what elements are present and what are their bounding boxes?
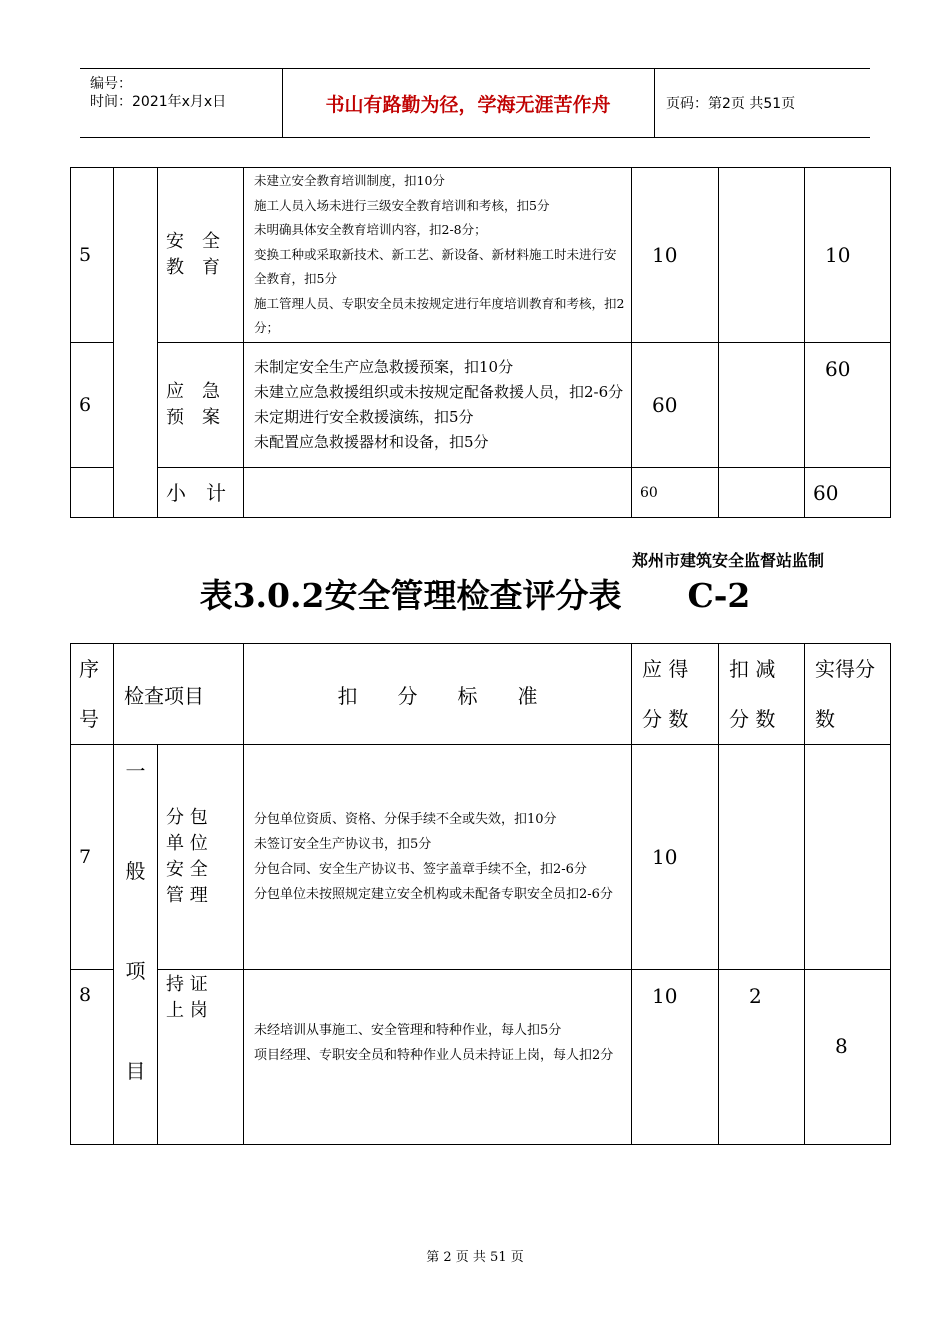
actual-score: 60: [805, 343, 891, 468]
criteria-line: 施工人员入场未进行三级安全教育培训和考核，扣5分: [254, 197, 550, 213]
supervisor-note: 郑州市建筑安全监督站监制: [632, 551, 825, 570]
criteria-line: 未明确具体安全教育培训内容，扣2-8分；: [254, 222, 487, 238]
check-item: [158, 970, 244, 1145]
header-page-info: 页码：第2页 共51页: [666, 96, 796, 112]
header-text: 序: [79, 657, 99, 681]
table-row: [71, 343, 891, 468]
table-row: [71, 745, 891, 970]
col-header-deduct: [719, 644, 805, 745]
criteria-line: 分包单位资质、资格、分保手续不全或失效，扣10分: [254, 812, 557, 827]
check-item: [158, 745, 244, 970]
criteria-line: 未建立安全教育培训制度，扣10分: [254, 173, 445, 189]
header-text: 实得分: [815, 657, 875, 681]
actual-score: 60: [805, 468, 891, 518]
top-table: [70, 167, 891, 518]
item-line: 安 全: [166, 859, 208, 880]
criteria-line: 未配置应急救援器材和设备，扣5分: [254, 433, 489, 451]
row-number: 6: [71, 343, 114, 468]
criteria-line: 项目经理、专职安全员和特种作业人员未持证上岗，每人扣2分: [254, 1048, 614, 1063]
criteria-line: 未经培训从事施工、安全管理和特种作业，每人扣5分: [254, 1023, 562, 1038]
criteria-line: 变换工种或采取新技术、新工艺、新设备、新材料施工时未进行安全教育，扣5分: [254, 246, 617, 287]
row-number: 5: [71, 168, 114, 343]
deduct-score: [719, 168, 805, 343]
item-line: 管 理: [166, 885, 208, 906]
header-meta: [80, 69, 283, 137]
deduction-criteria: [244, 168, 632, 343]
item-line: 应 急: [166, 381, 220, 402]
due-score: 60: [632, 343, 719, 468]
item-line: 教 育: [166, 257, 220, 278]
col-header-actual: [805, 644, 891, 745]
header-row: [71, 644, 891, 745]
time-label: 时间：2021年x月x日: [90, 94, 227, 110]
item-line: 单 位: [166, 833, 208, 854]
category-char: 一: [125, 759, 146, 783]
due-score: 10: [632, 970, 719, 1145]
subtotal-label: 小 计: [158, 468, 244, 518]
deduct-score: [719, 745, 805, 970]
page-header: [80, 68, 870, 138]
criteria-line: 分包合同、安全生产协议书、签字盖章手续不全，扣2-6分: [254, 862, 587, 877]
header-text: 扣 减: [729, 657, 776, 681]
serial-label: 编号：: [90, 76, 132, 92]
criteria-line: 未制定安全生产应急救援预案，扣10分: [254, 358, 514, 376]
category-char: 目: [125, 1059, 146, 1083]
col-header-no: [71, 644, 114, 745]
actual-score: [805, 745, 891, 970]
due-score: 10: [632, 745, 719, 970]
criteria-line: 未建立应急救援组织或未按规定配备救援人员，扣2-6分: [254, 383, 624, 401]
check-item: [158, 343, 244, 468]
deduct-score: [719, 468, 805, 518]
table-row: [71, 970, 891, 1145]
criteria-line: 未签订安全生产协议书，扣5分: [254, 837, 432, 852]
row-number: 8: [71, 970, 114, 1145]
criteria-line: 施工管理人员、专职安全员未按规定进行年度培训教育和考核，扣2分；: [254, 295, 625, 336]
table-row: [71, 168, 891, 343]
deduct-score: [719, 343, 805, 468]
item-line: 分 包: [166, 807, 208, 828]
category-cell: [114, 168, 158, 518]
header-text: 号: [79, 707, 99, 731]
due-score: 10: [632, 168, 719, 343]
header-motto: 书山有路勤为径，学海无涯苦作舟: [282, 69, 655, 137]
due-score: 60: [632, 468, 719, 518]
deduction-criteria: [244, 343, 632, 468]
row-number: [71, 468, 114, 518]
deduct-score: 2: [719, 970, 805, 1145]
main-table: [70, 643, 891, 1145]
check-item: [158, 168, 244, 343]
actual-score: 8: [805, 970, 891, 1145]
row-number: 7: [71, 745, 114, 970]
col-header-criteria: 扣 分 标 准: [244, 644, 632, 745]
col-header-item: 检查项目: [114, 644, 244, 745]
category-general-items: [114, 745, 158, 1145]
item-line: 预 案: [166, 407, 220, 428]
header-text: 分 数: [642, 707, 689, 731]
deduction-criteria: [244, 970, 632, 1145]
page-footer: 第 2 页 共 51 页: [426, 1250, 524, 1265]
header-text: 分 数: [729, 707, 776, 731]
item-line: 上 岗: [166, 1000, 208, 1021]
item-line: 安 全: [166, 231, 220, 252]
criteria-line: 未定期进行安全救援演练，扣5分: [254, 408, 474, 426]
header-text: 数: [815, 707, 835, 731]
category-char: 般: [125, 859, 146, 883]
criteria-line: 分包单位未按照规定建立安全机构或未配备专职安全员扣2-6分: [254, 887, 613, 902]
header-text: 应 得: [642, 657, 689, 681]
col-header-due: [632, 644, 719, 745]
table-title: 表3.0.2安全管理检查评分表 C-2: [199, 576, 751, 615]
deduction-criteria: [244, 468, 632, 518]
item-line: 持 证: [166, 974, 208, 995]
deduction-criteria: [244, 745, 632, 970]
category-char: 项: [125, 959, 146, 983]
actual-score: 10: [805, 168, 891, 343]
subtotal-row: [71, 468, 891, 518]
